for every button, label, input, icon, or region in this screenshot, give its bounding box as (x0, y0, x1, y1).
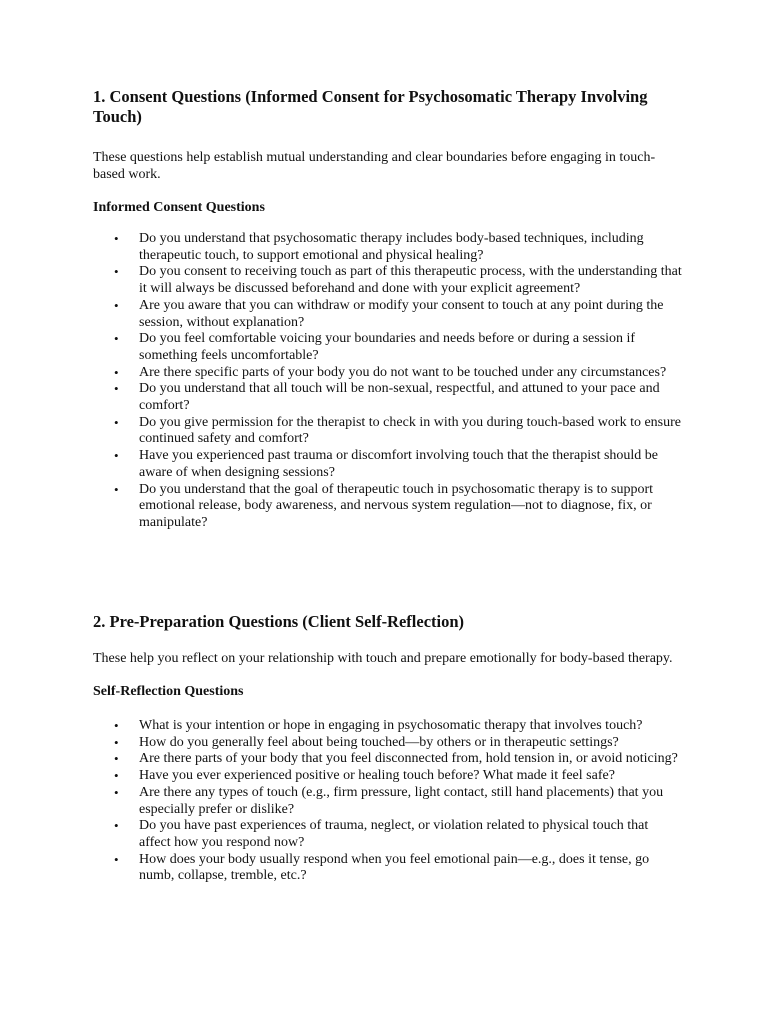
list-item-text: Do you understand that all touch will be non-sexual, respectful, and attuned to your pace and comfort? (139, 381, 660, 414)
self-reflection-section (93, 612, 683, 885)
list-item-text: Have you ever experienced positive or healing touch before? What made it feel safe? (139, 768, 615, 784)
bullet-icon: • (114, 481, 119, 497)
list-item (93, 331, 683, 364)
list-item-text: Do you have past experiences of trauma, neglect, or violation related to physical touch that affect how you respond now? (139, 818, 649, 850)
list-item-text: Are there parts of your body that you feel disconnected from, hold tension in, or avoid noticing? (139, 751, 678, 767)
self-reflection-section-intro: These help you reflect on your relationship with touch and prepare emotionally for body-based therapy. (93, 651, 673, 666)
bullet-icon: • (114, 751, 119, 767)
list-item (93, 448, 683, 481)
bullet-icon: • (114, 297, 119, 313)
bullet-icon: • (114, 818, 119, 834)
list-item-text: Do you understand that the goal of therapeutic touch in psychosomatic therapy is to support emotional release, body awareness, and nervous system regulation—not to diagnose, fix, or manipulate? (139, 481, 653, 530)
bullet-icon: • (114, 718, 119, 733)
bullet-icon: • (114, 364, 119, 380)
list-item (93, 852, 683, 885)
list-item-text: Have you experienced past trauma or discomfort involving touch that the therapist should be aware of when designing sessions? (139, 448, 659, 480)
list-item-text: Are there any types of touch (e.g., firm pressure, light contact, still hand placements) that you especially prefer or dislike? (139, 784, 664, 817)
list-item (93, 365, 683, 382)
list-item-text: How does your body usually respond when you feel emotional pain—e.g., does it tense, go numb, collapse, tremble, etc.? (139, 851, 650, 884)
list-item-text: What is your intention or hope in engaging in psychosomatic therapy that involves touch? (139, 718, 643, 733)
self-reflection-questions-heading: Self-Reflection Questions (93, 684, 244, 699)
list-item (93, 482, 683, 532)
bullet-icon: • (114, 264, 119, 280)
consent-questions-list (93, 231, 683, 532)
list-item (93, 735, 683, 752)
consent-section (93, 87, 683, 532)
list-item (93, 751, 683, 768)
consent-section-intro: These questions help establish mutual understanding and clear boundaries before engaging in touch-based work. (93, 150, 656, 182)
list-item-text: Are there specific parts of your body you do not want to be touched under any circumstances? (139, 364, 667, 380)
list-item-text: Are you aware that you can withdraw or modify your consent to touch at any point during the session, without explanation? (139, 297, 664, 330)
list-item (93, 818, 683, 851)
list-item-text: How do you generally feel about being touched—by others or in therapeutic settings? (139, 734, 619, 750)
list-item (93, 264, 683, 297)
list-item-text: Do you feel comfortable voicing your boundaries and needs before or during a session if something feels uncomfortable? (139, 331, 636, 363)
list-item (93, 231, 683, 264)
bullet-icon: • (114, 851, 119, 867)
bullet-icon: • (114, 768, 119, 784)
bullet-icon: • (114, 734, 119, 750)
list-item-text: Do you consent to receiving touch as part of this therapeutic process, with the understanding that it will always be discussed beforehand and done with your explicit agreement? (139, 264, 682, 297)
list-item (93, 785, 683, 818)
list-item (93, 298, 683, 331)
self-reflection-questions-list (93, 718, 683, 885)
bullet-icon: • (114, 784, 119, 800)
consent-questions-heading: Informed Consent Questions (93, 200, 265, 215)
bullet-icon: • (114, 448, 119, 464)
bullet-icon: • (114, 381, 119, 397)
bullet-icon: • (114, 331, 119, 347)
list-item (93, 381, 683, 414)
list-item-text: Do you give permission for the therapist to check in with you during touch-based work to ensure continued safety and comfort? (139, 414, 681, 447)
self-reflection-section-title: 2. Pre-Preparation Questions (Client Self-Reflection) (93, 612, 465, 631)
list-item (93, 718, 683, 735)
list-item (93, 415, 683, 448)
consent-section-title: 1. Consent Questions (Informed Consent for Psychosomatic Therapy Involving Touch) (93, 87, 648, 126)
bullet-icon: • (114, 231, 119, 246)
list-item (93, 768, 683, 785)
bullet-icon: • (114, 414, 119, 430)
list-item-text: Do you understand that psychosomatic therapy includes body-based techniques, including therapeutic touch, to support emotional and physical healing? (139, 231, 644, 263)
